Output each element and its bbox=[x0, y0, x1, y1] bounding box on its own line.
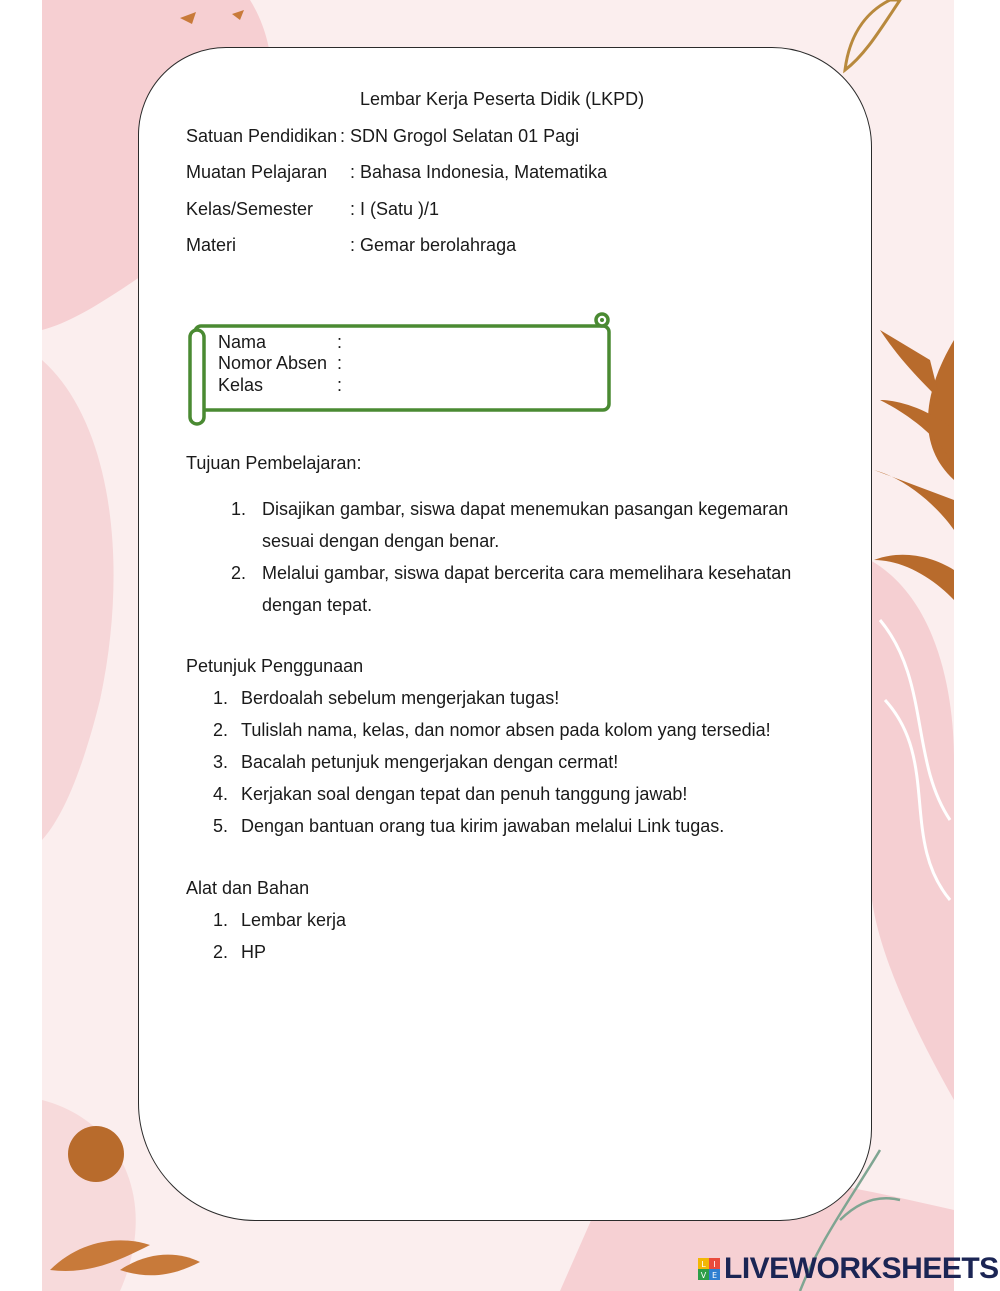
petunjuk-number: 5. bbox=[212, 816, 228, 836]
info-label-satuan: Satuan Pendidikan bbox=[186, 126, 338, 146]
content-card bbox=[138, 47, 872, 1221]
identity-label-nama: Nama bbox=[218, 332, 267, 352]
identity-colon-absen: : bbox=[337, 353, 343, 373]
tujuan-item-line: sesuai dengan dengan benar. bbox=[262, 531, 500, 551]
petunjuk-item: Berdoalah sebelum mengerjakan tugas! bbox=[241, 688, 560, 708]
logo-letter: V bbox=[700, 1271, 707, 1280]
logo-letter: I bbox=[713, 1260, 716, 1269]
alat-item: Lembar kerja bbox=[241, 910, 347, 930]
petunjuk-item: Kerjakan soal dengan tepat dan penuh tanggung jawab! bbox=[241, 784, 688, 804]
info-value-materi: : Gemar berolahraga bbox=[350, 235, 517, 255]
info-value-muatan: : Bahasa Indonesia, Matematika bbox=[350, 162, 608, 182]
petunjuk-item: Dengan bantuan orang tua kirim jawaban melalui Link tugas. bbox=[241, 816, 725, 836]
petunjuk-number: 4. bbox=[212, 784, 228, 804]
tujuan-item-line: Melalui gambar, siswa dapat bercerita cara memelihara kesehatan bbox=[262, 563, 792, 583]
info-label-kelas: Kelas/Semester bbox=[186, 199, 314, 219]
document-title: Lembar Kerja Peserta Didik (LKPD) bbox=[360, 89, 645, 109]
petunjuk-number: 3. bbox=[212, 752, 228, 772]
tujuan-number: 1. bbox=[230, 499, 246, 519]
petunjuk-number: 1. bbox=[212, 688, 228, 708]
tujuan-heading: Tujuan Pembelajaran: bbox=[186, 453, 362, 473]
petunjuk-heading: Petunjuk Penggunaan bbox=[186, 656, 364, 676]
alat-number: 1. bbox=[212, 910, 228, 930]
info-value-satuan: : SDN Grogol Selatan 01 Pagi bbox=[340, 126, 580, 146]
logo-letter: L bbox=[701, 1260, 706, 1269]
info-label-muatan: Muatan Pelajaran bbox=[186, 162, 328, 182]
petunjuk-item: Tulislah nama, kelas, dan nomor absen pada kolom yang tersedia! bbox=[241, 720, 771, 740]
alat-heading: Alat dan Bahan bbox=[186, 878, 310, 898]
tujuan-item-line: Disajikan gambar, siswa dapat menemukan pasangan kegemaran bbox=[262, 499, 789, 519]
identity-label-absen: Nomor Absen bbox=[218, 353, 328, 373]
identity-colon-nama: : bbox=[337, 332, 343, 352]
info-value-kelas: : I (Satu )/1 bbox=[350, 199, 440, 219]
identity-label-kelas: Kelas bbox=[218, 375, 264, 395]
tujuan-item-line: dengan tepat. bbox=[262, 595, 373, 615]
watermark-text[interactable]: LIVEWORKSHEETS bbox=[724, 1252, 999, 1285]
petunjuk-item: Bacalah petunjuk mengerjakan dengan cermat! bbox=[241, 752, 619, 772]
petunjuk-number: 2. bbox=[212, 720, 228, 740]
alat-item: HP bbox=[241, 942, 267, 962]
tujuan-number: 2. bbox=[230, 563, 246, 583]
alat-number: 2. bbox=[212, 942, 228, 962]
identity-colon-kelas: : bbox=[337, 375, 343, 395]
info-label-materi: Materi bbox=[186, 235, 237, 255]
logo-letter: E bbox=[711, 1271, 718, 1280]
